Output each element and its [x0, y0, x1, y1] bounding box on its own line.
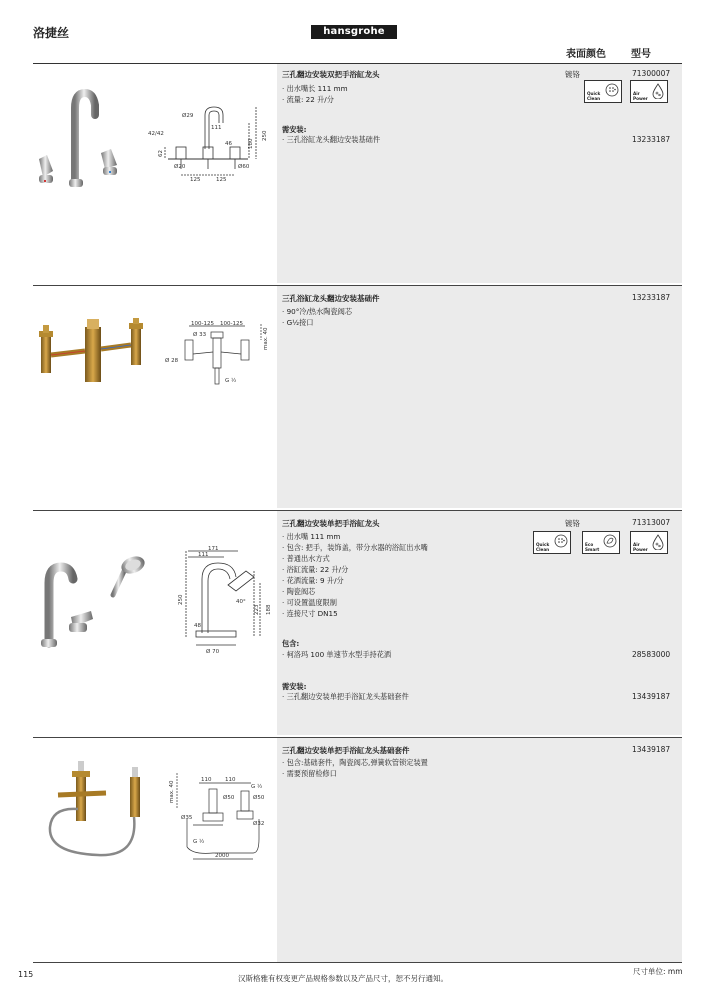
spec-item: · 普通出水方式 [282, 554, 330, 563]
dimension-label: 171 [208, 546, 219, 552]
dimension-label: 100-125 [191, 321, 214, 327]
dimension-label: 125 [190, 177, 201, 183]
dimension-label: Ø35 [181, 815, 193, 821]
column-header-finish: 表面颜色 [566, 49, 606, 60]
spec-list [282, 531, 428, 619]
spec-item: · 可设置温度限制 [282, 598, 337, 607]
dimension-label: Ø 28 [165, 358, 179, 364]
dimension-label: 42/42 [148, 131, 164, 137]
technical-drawing [163, 769, 278, 864]
page-number: 115 [18, 970, 34, 979]
product-section-2 [33, 285, 682, 508]
finish-value: 镀铬 [565, 70, 580, 79]
dimension-label: Ø 33 [193, 332, 207, 338]
badge-airpower [630, 80, 668, 103]
badge-label: Clean [587, 96, 601, 101]
dimension-label: 250 [178, 594, 184, 605]
product-title: 三孔浴缸龙头翻边安装基础件 [282, 294, 380, 303]
product-title: 三孔翻边安装双把手浴缸龙头 [282, 70, 380, 79]
unit-note: 尺寸单位: mm [633, 967, 683, 976]
model-number: 71313007 [632, 518, 671, 527]
dimension-label: 111 [211, 125, 222, 131]
product-photo [35, 555, 155, 655]
dimension-label: 40° [236, 599, 246, 605]
spec-item: · 连接尺寸 DN15 [282, 609, 338, 618]
install-model-number: 13439187 [632, 692, 671, 701]
dimension-label: Ø32 [253, 821, 265, 827]
badge-label: Quick [587, 91, 601, 96]
spec-item: · 包含: 把手，装饰盖，带分水器的浴缸出水嘴 [282, 543, 428, 552]
badge-ecosmart [582, 531, 620, 554]
dimension-label: 223 [254, 604, 260, 615]
spec-item: · G½接口 [282, 318, 314, 327]
product-section-1 [33, 63, 682, 283]
product-photo [35, 315, 145, 390]
badge-quickclean [584, 80, 622, 103]
footer-divider [33, 962, 682, 963]
dimension-label: Ø 70 [206, 649, 220, 655]
product-section-3 [33, 510, 682, 735]
badge-label: Smart [585, 547, 600, 552]
quickclean-icon [554, 534, 568, 548]
dimension-label: 100-125 [220, 321, 243, 327]
install-heading: 需安装: [282, 682, 307, 691]
model-number: 13439187 [632, 745, 671, 754]
spec-item: · 90°冷/热水陶瓷阀芯 [282, 307, 353, 316]
product-photo [33, 83, 138, 198]
product-section-4 [33, 737, 682, 962]
dimension-label: max. 40 [169, 780, 175, 803]
spec-item: · 出水嘴 111 mm [282, 532, 341, 541]
dimension-label: Ø50 [253, 795, 265, 801]
included-model-number: 28583000 [632, 650, 671, 659]
spec-item: · 浴缸流量: 22 升/分 [282, 565, 349, 574]
dimension-label: 188 [266, 604, 272, 615]
included-item: · 柯洛玛 100 单速节水型手持花洒 [282, 650, 392, 659]
badge-label: Quick [536, 542, 550, 547]
airpower-icon [651, 83, 665, 99]
badge-label: Power [633, 547, 648, 552]
quickclean-icon [605, 83, 619, 97]
brand-logo: hansgrohe [311, 25, 397, 39]
dimension-label: Ø60 [238, 164, 250, 170]
install-heading: 需安装: [282, 125, 307, 134]
dimension-label: 180 [248, 138, 254, 149]
install-item: · 三孔浴缸龙头翻边安装基础件 [282, 135, 381, 144]
spec-item: · 出水嘴长 111 mm [282, 84, 348, 93]
spec-item: · 花洒流量: 9 升/分 [282, 576, 344, 585]
badge-label: Eco [585, 542, 594, 547]
column-header-model: 型号 [631, 49, 651, 60]
dimension-label: 111 [198, 552, 209, 558]
spec-item: · 流量: 22 升/分 [282, 95, 334, 104]
dimension-label: 125 [216, 177, 227, 183]
spec-list [282, 306, 352, 328]
badge-airpower [630, 531, 668, 554]
badge-label: Air [633, 542, 640, 547]
dimension-label: 2000 [215, 853, 229, 859]
badge-quickclean [533, 531, 571, 554]
spec-item: · 需要预留检修口 [282, 769, 337, 778]
install-model-number: 13233187 [632, 135, 671, 144]
model-number: 71300007 [632, 69, 671, 78]
spec-list [282, 757, 428, 779]
dimension-label: Ø20 [174, 164, 186, 170]
footer-disclaimer: 汉斯格雅有权变更产品规格参数以及产品尺寸，恕不另行通知。 [238, 974, 448, 983]
badge-label: Air [633, 91, 640, 96]
spec-item: · 陶瓷阀芯 [282, 587, 316, 596]
dimension-label: 110 [225, 777, 236, 783]
dimension-label: 110 [201, 777, 212, 783]
dimension-label: G ½ [251, 784, 263, 790]
badge-label: Clean [536, 547, 550, 552]
airpower-icon [651, 534, 665, 550]
finish-value: 镀铬 [565, 519, 580, 528]
product-title: 三孔翻边安装单把手浴缸龙头 [282, 519, 380, 528]
dimension-label: 250 [262, 130, 268, 141]
spec-list [282, 83, 348, 105]
technical-drawing [163, 320, 278, 395]
product-title: 三孔翻边安装单把手浴缸龙头基础套件 [282, 746, 410, 755]
install-item: · 三孔翻边安装单把手浴缸龙头基础套件 [282, 692, 409, 701]
ecosmart-icon [603, 534, 617, 548]
dimension-label: G ½ [225, 378, 237, 384]
dimension-label: Ø29 [182, 113, 194, 119]
dimension-label: G ½ [193, 839, 205, 845]
technical-drawing [168, 545, 278, 655]
dimension-label: 62 [158, 150, 164, 157]
dimension-label: Ø50 [223, 795, 235, 801]
product-photo [38, 757, 158, 867]
technical-drawing [148, 101, 273, 186]
dimension-label: 48 [194, 623, 201, 629]
dimension-label: max. 40 [263, 327, 269, 350]
page-title: 洛捷丝 [33, 26, 70, 40]
spec-item: · 包含:基础套件，陶瓷阀芯,弹簧软管锁定装置 [282, 758, 428, 767]
dimension-label: 46 [225, 141, 232, 147]
included-heading: 包含: [282, 639, 300, 648]
model-number: 13233187 [632, 293, 671, 302]
badge-label: Power [633, 96, 648, 101]
